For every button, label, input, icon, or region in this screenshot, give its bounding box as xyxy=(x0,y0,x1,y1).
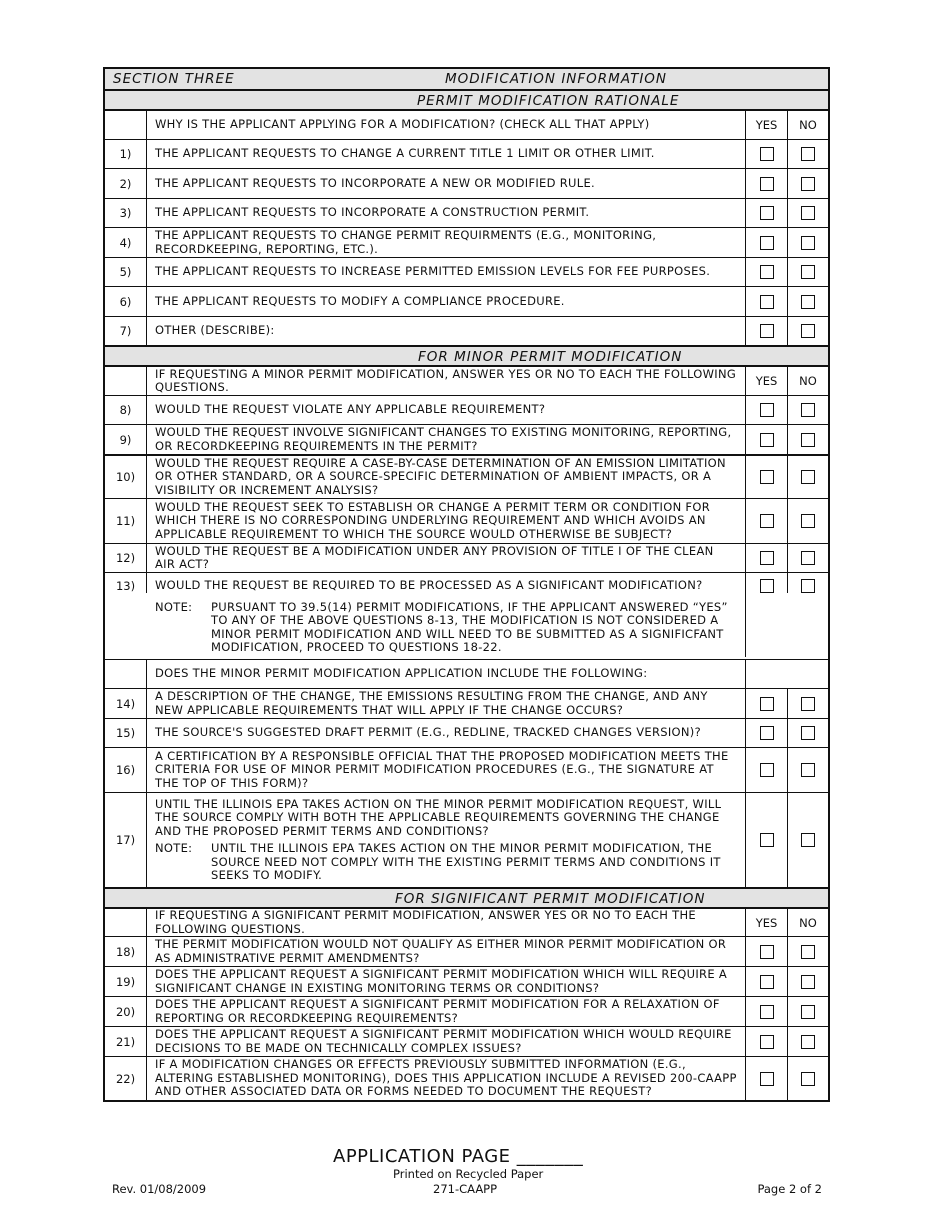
question-number: 19) xyxy=(105,967,147,996)
significant-heading-bar xyxy=(105,887,828,907)
yes-cell xyxy=(746,937,788,966)
note-text: UNTIL THE ILLINOIS EPA TAKES ACTION ON THE MINOR PERMIT MODIFICATION, THE SOURCE NEED NOT COMPLY WITH THE EXISTING PERMIT TERMS AND CONDITIONS IT SEEKS TO MODIFY. xyxy=(211,841,721,882)
yes-cell xyxy=(746,573,788,593)
yes-cell xyxy=(746,499,788,543)
question-row xyxy=(105,718,828,747)
yes-checkbox[interactable] xyxy=(760,1035,774,1049)
question-text-block xyxy=(147,793,746,887)
yes-checkbox[interactable] xyxy=(760,551,774,565)
modification-form xyxy=(103,67,830,1102)
question-text: DOES THE APPLICANT REQUEST A SIGNIFICANT PERMIT MODIFICATION WHICH WOULD REQUIRE DECISIONS TO BE MADE ON TECHNICALLY COMPLEX ISSUES? xyxy=(147,1027,746,1056)
yes-checkbox[interactable] xyxy=(760,206,774,220)
yes-cell xyxy=(746,689,788,718)
question-text: THE APPLICANT REQUESTS TO CHANGE PERMIT REQUIRMENTS (E.G., MONITORING, RECORDKEEPING, REPORTING, ETC.). xyxy=(147,228,746,257)
question-text: DOES THE APPLICANT REQUEST A SIGNIFICANT PERMIT MODIFICATION FOR A RELAXATION OF REPORTING OR RECORDKEEPING REQUIREMENTS? xyxy=(147,997,746,1026)
significant-intro-row xyxy=(105,907,828,936)
question-number: 7) xyxy=(105,317,147,345)
question-number: 13) xyxy=(105,573,147,593)
yes-cell xyxy=(746,258,788,286)
question-number: 15) xyxy=(105,719,147,747)
yes-cell xyxy=(746,317,788,345)
minor-heading: FOR MINOR PERMIT MODIFICATION xyxy=(418,349,683,365)
question-text: THE APPLICANT REQUESTS TO INCORPORATE A NEW OR MODIFIED RULE. xyxy=(147,169,746,198)
question-text: THE APPLICANT REQUESTS TO MODIFY A COMPLIANCE PROCEDURE. xyxy=(147,287,746,316)
significant-intro: IF REQUESTING A SIGNIFICANT PERMIT MODIFICATION, ANSWER YES OR NO TO EACH THE FOLLOWING QUESTIONS. xyxy=(147,909,746,936)
question-text: IF A MODIFICATION CHANGES OR EFFECTS PREVIOUSLY SUBMITTED INFORMATION (E.G., ALTERING ESTABLISHED MONITORING), DOES THIS APPLICATION INCLUDE A REVISED 200-CAAPP AND OTHER ASSOCIATED DATA OR FORMS NEEDED TO DOCUMENT THE REQUEST? xyxy=(147,1057,746,1100)
question-text: A CERTIFICATION BY A RESPONSIBLE OFFICIAL THAT THE PROPOSED MODIFICATION MEETS THE CRITERIA FOR USE OF MINOR PERMIT MODIFICATION PROCEDURES (E.G., THE SIGNATURE AT THE TOP OF THIS FORM)? xyxy=(147,748,746,792)
yes-cell xyxy=(746,967,788,996)
no-checkbox[interactable] xyxy=(801,265,815,279)
question-text: THE APPLICANT REQUESTS TO INCORPORATE A CONSTRUCTION PERMIT. xyxy=(147,199,746,227)
yes-cell xyxy=(746,140,788,168)
question-row xyxy=(105,688,828,718)
yes-checkbox[interactable] xyxy=(760,295,774,309)
rationale-question-row xyxy=(105,109,828,139)
no-cell xyxy=(788,258,828,286)
no-column-header: NO xyxy=(799,118,817,132)
yes-cell xyxy=(746,425,788,454)
yes-checkbox[interactable] xyxy=(760,324,774,338)
no-checkbox[interactable] xyxy=(801,551,815,565)
question-row xyxy=(105,198,828,227)
no-checkbox[interactable] xyxy=(801,433,815,447)
rationale-question: WHY IS THE APPLICANT APPLYING FOR A MODIFICATION? (CHECK ALL THAT APPLY) xyxy=(147,111,746,139)
question-row xyxy=(105,936,828,966)
yes-checkbox[interactable] xyxy=(760,833,774,847)
question-row xyxy=(105,227,828,257)
yes-cell xyxy=(746,228,788,257)
no-cell xyxy=(788,425,828,454)
no-cell xyxy=(788,937,828,966)
question-number: 20) xyxy=(105,997,147,1026)
yes-cell xyxy=(746,199,788,227)
yes-checkbox[interactable] xyxy=(760,697,774,711)
question-text: WOULD THE REQUEST BE REQUIRED TO BE PROCESSED AS A SIGNIFICANT MODIFICATION? xyxy=(155,578,703,592)
no-cell xyxy=(788,199,828,227)
no-checkbox[interactable] xyxy=(801,206,815,220)
include-prompt: DOES THE MINOR PERMIT MODIFICATION APPLICATION INCLUDE THE FOLLOWING: xyxy=(147,660,746,688)
no-cell xyxy=(788,456,828,498)
yes-checkbox[interactable] xyxy=(760,177,774,191)
no-cell xyxy=(788,793,828,887)
yes-checkbox[interactable] xyxy=(760,945,774,959)
question-text: DOES THE APPLICANT REQUEST A SIGNIFICANT PERMIT MODIFICATION WHICH WILL REQUIRE A SIGNIFICANT CHANGE IN EXISTING MONITORING TERMS OR CONDITIONS? xyxy=(147,967,746,996)
yes-cell xyxy=(746,456,788,498)
question-text: A DESCRIPTION OF THE CHANGE, THE EMISSIONS RESULTING FROM THE CHANGE, AND ANY NEW APPLICABLE REQUIREMENTS THAT WILL APPLY IF THE CHANGE OCCURS? xyxy=(147,689,746,718)
no-checkbox[interactable] xyxy=(801,1035,815,1049)
question-row xyxy=(105,966,828,996)
yes-cell xyxy=(746,287,788,316)
no-cell xyxy=(788,1057,828,1100)
question-text: WOULD THE REQUEST BE A MODIFICATION UNDER ANY PROVISION OF TITLE I OF THE CLEAN AIR ACT? xyxy=(147,544,746,572)
question-row xyxy=(105,257,828,286)
minor-intro: IF REQUESTING A MINOR PERMIT MODIFICATION, ANSWER YES OR NO TO EACH THE FOLLOWING QUESTIONS. xyxy=(147,367,746,395)
question-text-block xyxy=(147,573,746,657)
yes-checkbox[interactable] xyxy=(760,1072,774,1086)
yes-checkbox[interactable] xyxy=(760,726,774,740)
no-cell xyxy=(788,689,828,718)
no-cell xyxy=(788,748,828,792)
question-text: THE SOURCE'S SUGGESTED DRAFT PERMIT (E.G., REDLINE, TRACKED CHANGES VERSION)? xyxy=(147,719,746,747)
section-header xyxy=(105,69,828,89)
question-row xyxy=(105,286,828,316)
no-checkbox[interactable] xyxy=(801,945,815,959)
no-cell xyxy=(788,140,828,168)
rationale-heading-bar xyxy=(105,89,828,109)
blank-number-cell xyxy=(105,909,147,936)
yes-cell xyxy=(746,719,788,747)
yes-checkbox[interactable] xyxy=(760,433,774,447)
minor-heading-bar xyxy=(105,345,828,365)
no-checkbox[interactable] xyxy=(801,470,815,484)
question-row-with-note xyxy=(105,792,828,887)
question-text: WOULD THE REQUEST REQUIRE A CASE-BY-CASE DETERMINATION OF AN EMISSION LIMITATION OR OTHER STANDARD, OR A SOURCE-SPECIFIC DETERMINATION OF AMBIENT IMPACTS, OR A VISIBILITY OR INCREMENT ANALYSIS? xyxy=(147,456,746,498)
no-column-header: NO xyxy=(799,915,817,930)
no-cell xyxy=(788,573,828,593)
note-text: PURSUANT TO 39.5(14) PERMIT MODIFICATIONS, IF THE APPLICANT ANSWERED “YES” TO ANY OF THE ABOVE QUESTIONS 8-13, THE MODIFICATION IS NOT CONSIDERED A MINOR PERMIT MODIFICATION AND WILL NEED TO BE SUBMITTED AS A SIGNIFICFANT MODIFICATION, PROCEED TO QUESTIONS 18-22. xyxy=(211,599,728,654)
yes-checkbox[interactable] xyxy=(760,514,774,528)
yes-column-header: YES xyxy=(746,367,788,395)
question-row xyxy=(105,454,828,498)
question-text: THE APPLICANT REQUESTS TO CHANGE A CURRENT TITLE 1 LIMIT OR OTHER LIMIT. xyxy=(147,140,746,168)
page-number: Page 2 of 2 xyxy=(757,1182,822,1196)
question-number: 4) xyxy=(105,228,147,257)
question-row xyxy=(105,1056,828,1100)
no-checkbox[interactable] xyxy=(801,514,815,528)
no-cell xyxy=(788,287,828,316)
question-row xyxy=(105,168,828,198)
blank-number-cell xyxy=(105,111,147,139)
yes-cell xyxy=(746,544,788,572)
question-row xyxy=(105,395,828,424)
no-checkbox[interactable] xyxy=(801,697,815,711)
question-row xyxy=(105,316,828,345)
no-checkbox[interactable] xyxy=(801,177,815,191)
question-number: 1) xyxy=(105,140,147,168)
yes-checkbox[interactable] xyxy=(760,763,774,777)
question-row xyxy=(105,139,828,168)
yes-column-header: YES xyxy=(746,111,788,139)
no-cell xyxy=(788,1027,828,1056)
no-cell xyxy=(788,228,828,257)
question-text: WOULD THE REQUEST INVOLVE SIGNIFICANT CHANGES TO EXISTING MONITORING, REPORTING, OR RECORDKEEPING REQUIREMENTS IN THE PERMIT? xyxy=(147,425,746,454)
yes-cell xyxy=(746,1057,788,1100)
question-number: 17) xyxy=(105,793,147,887)
yes-checkbox[interactable] xyxy=(760,975,774,989)
yes-checkbox[interactable] xyxy=(760,579,774,593)
yes-checkbox[interactable] xyxy=(760,236,774,250)
yes-cell xyxy=(746,793,788,887)
yes-checkbox[interactable] xyxy=(760,147,774,161)
question-row xyxy=(105,996,828,1026)
question-row xyxy=(105,747,828,792)
no-checkbox[interactable] xyxy=(801,1005,815,1019)
question-number: 10) xyxy=(105,456,147,498)
note xyxy=(155,601,737,655)
question-number: 5) xyxy=(105,258,147,286)
yes-cell xyxy=(746,997,788,1026)
significant-heading: FOR SIGNIFICANT PERMIT MODIFICATION xyxy=(395,891,706,907)
question-number: 18) xyxy=(105,937,147,966)
no-cell xyxy=(788,169,828,198)
no-checkbox[interactable] xyxy=(801,403,815,417)
question-number: 12) xyxy=(105,544,147,572)
no-checkbox[interactable] xyxy=(801,833,815,847)
question-number: 3) xyxy=(105,199,147,227)
question-number: 2) xyxy=(105,169,147,198)
question-number: 21) xyxy=(105,1027,147,1056)
question-text: THE APPLICANT REQUESTS TO INCREASE PERMITTED EMISSION LEVELS FOR FEE PURPOSES. xyxy=(147,258,746,286)
note-label: NOTE: xyxy=(155,841,193,855)
question-row-with-note xyxy=(105,572,828,659)
no-cell xyxy=(788,719,828,747)
no-column-header: NO xyxy=(799,374,817,388)
recycled-paper-note: Printed on Recycled Paper xyxy=(393,1167,544,1181)
yes-cell xyxy=(746,748,788,792)
question-text: UNTIL THE ILLINOIS EPA TAKES ACTION ON THE MINOR PERMIT MODIFICATION REQUEST, WILL THE SOURCE COMPLY WITH BOTH THE APPLICABLE REQUIREMENTS GOVERNING THE CHANGE AND THE PROPOSED PERMIT TERMS AND CONDITIONS? xyxy=(155,796,722,838)
yes-checkbox[interactable] xyxy=(760,265,774,279)
question-row xyxy=(105,424,828,454)
yes-checkbox[interactable] xyxy=(760,470,774,484)
yes-cell xyxy=(746,169,788,198)
no-checkbox[interactable] xyxy=(801,1072,815,1086)
no-checkbox[interactable] xyxy=(801,295,815,309)
note-label: NOTE: xyxy=(155,599,193,614)
blank-number-cell xyxy=(105,660,147,688)
section-title: MODIFICATION INFORMATION xyxy=(445,71,668,87)
no-cell xyxy=(788,544,828,572)
include-prompt-row xyxy=(105,659,828,688)
no-cell xyxy=(788,317,828,345)
question-row xyxy=(105,498,828,543)
no-checkbox[interactable] xyxy=(801,579,815,593)
blank-answer-cell xyxy=(746,660,828,688)
question-number: 14) xyxy=(105,689,147,718)
question-text: WOULD THE REQUEST SEEK TO ESTABLISH OR CHANGE A PERMIT TERM OR CONDITION FOR WHICH THERE IS NO CORRESPONDING UNDERLYING REQUIREMENT AND WHICH AVOIDS AN APPLICABLE REQUIREMENT TO WHICH THE SOURCE WOULD OTHERWISE BE SUBJECT? xyxy=(147,499,746,543)
section-label: SECTION THREE xyxy=(113,71,235,87)
no-checkbox[interactable] xyxy=(801,726,815,740)
question-number: 22) xyxy=(105,1057,147,1100)
application-page-label: APPLICATION PAGE _______ xyxy=(333,1146,584,1167)
question-text: OTHER (DESCRIBE): xyxy=(147,317,746,345)
no-checkbox[interactable] xyxy=(801,975,815,989)
no-checkbox[interactable] xyxy=(801,147,815,161)
no-checkbox[interactable] xyxy=(801,763,815,777)
question-number: 11) xyxy=(105,499,147,543)
revision-date: Rev. 01/08/2009 xyxy=(112,1182,207,1196)
form-number: 271-CAAPP xyxy=(433,1182,498,1196)
no-checkbox[interactable] xyxy=(801,324,815,338)
yes-column-header: YES xyxy=(746,909,788,936)
yes-cell xyxy=(746,1027,788,1056)
question-row xyxy=(105,543,828,572)
yes-checkbox[interactable] xyxy=(760,403,774,417)
question-text: THE PERMIT MODIFICATION WOULD NOT QUALIFY AS EITHER MINOR PERMIT MODIFICATION OR AS ADMINISTRATIVE PERMIT AMENDMENTS? xyxy=(147,937,746,966)
blank-number-cell xyxy=(105,367,147,395)
note xyxy=(155,842,737,883)
yes-cell xyxy=(746,396,788,424)
no-cell xyxy=(788,997,828,1026)
question-number: 9) xyxy=(105,425,147,454)
no-cell xyxy=(788,499,828,543)
yes-checkbox[interactable] xyxy=(760,1005,774,1019)
no-cell xyxy=(788,967,828,996)
minor-intro-row xyxy=(105,365,828,395)
no-checkbox[interactable] xyxy=(801,236,815,250)
question-row xyxy=(105,1026,828,1056)
question-number: 6) xyxy=(105,287,147,316)
no-cell xyxy=(788,396,828,424)
rationale-heading: PERMIT MODIFICATION RATIONALE xyxy=(417,93,680,109)
question-number: 8) xyxy=(105,396,147,424)
question-text: WOULD THE REQUEST VIOLATE ANY APPLICABLE REQUIREMENT? xyxy=(147,396,746,424)
question-number: 16) xyxy=(105,748,147,792)
